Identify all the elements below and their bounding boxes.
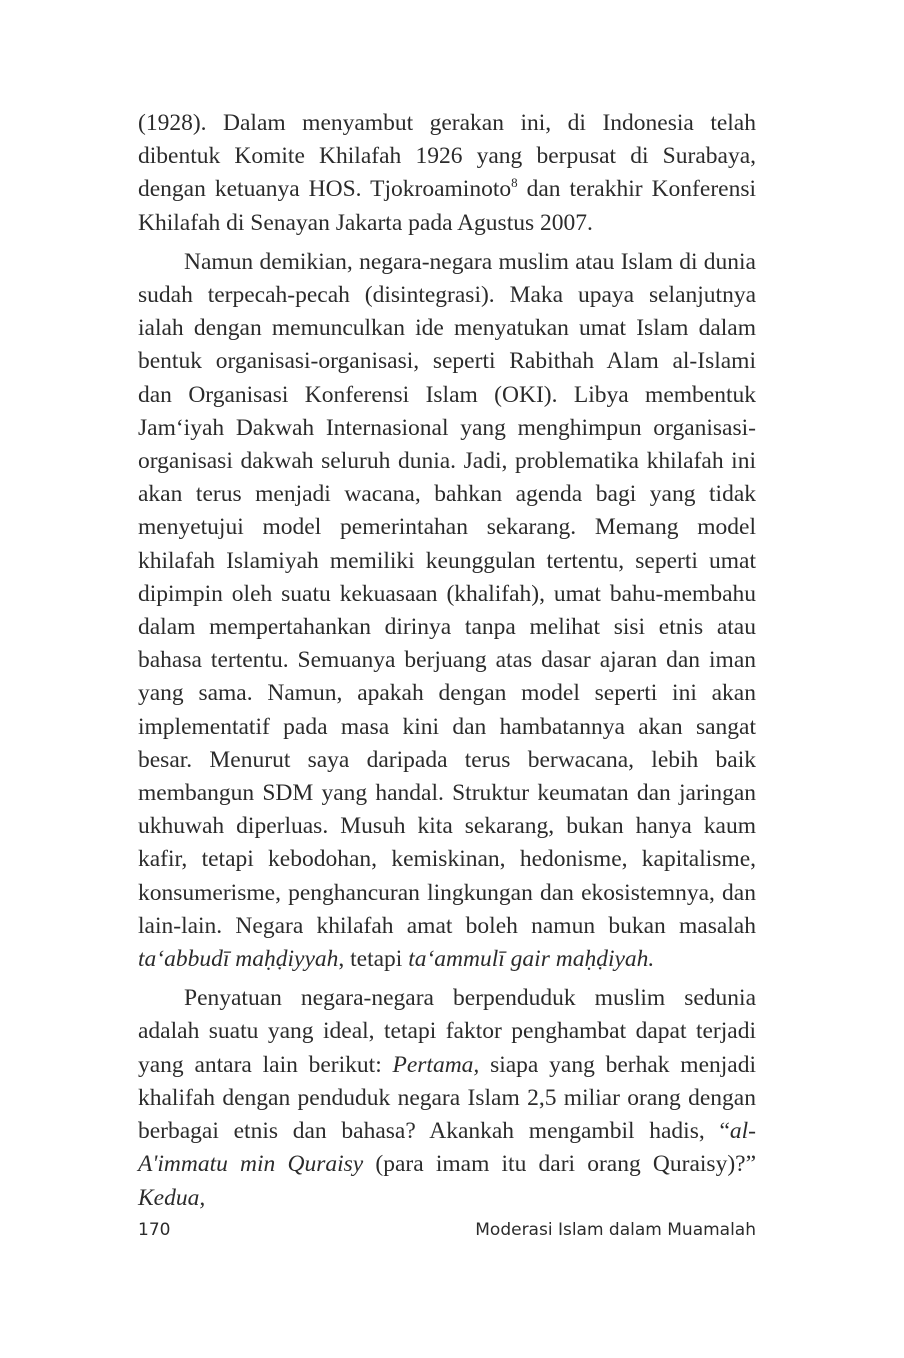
footnote-marker: 8 bbox=[511, 175, 518, 191]
italic-term: al-A'immatu min Quraisy bbox=[138, 1118, 756, 1178]
italic-term: Pertama, bbox=[392, 1051, 480, 1078]
body-text bbox=[138, 107, 756, 1215]
paragraph-1 bbox=[138, 107, 756, 240]
page-number: 170 bbox=[138, 1220, 171, 1240]
italic-term: ta‘abbudī maḥḍiyyah bbox=[138, 946, 339, 973]
text-run: Penyatuan negara-negara berpenduduk muslim sedunia adalah suatu yang ideal, tetapi faktor penghambat dapat terjadi yang antara lain berikut: bbox=[138, 985, 756, 1078]
text-run: Namun demikian, negara-negara muslim atau Islam di dunia sudah terpecah-pecah (disintegrasi). Maka upaya selanjutnya ialah dengan memunculkan ide menyatukan umat Islam dalam bentuk organisasi-organisasi, seperti Rabithah Alam al-Islami dan Organisasi Konferensi Islam (OKI). Libya membentuk Jam‘iyah Dakwah Internasional yang menghimpun organisasi-organisasi dakwah seluruh dunia. Jadi, problematika khilafah ini akan terus menjadi wacana, bahkan agenda bagi yang tidak menyetujui model pemerintahan sekarang. Memang model khilafah Islamiyah memiliki keunggulan tertentu, seperti umat dipimpin oleh suatu kekuasaan (khalifah), umat bahu-membahu dalam mempertahankan dirinya tanpa melihat sisi etnis atau bahasa tertentu. Semuanya berjuang atas dasar ajaran dan iman yang sama. Namun, apakah dengan model seperti ini akan implementatif pada masa kini dan hambatannya akan sangat besar. Menurut saya daripada terus berwacana, lebih baik membangun SDM yang handal. Struktur keumatan dan jaringan ukhuwah diperluas. Musuh kita sekarang, bukan hanya kaum kafir, tetapi kebodohan, kemiskinan, hedonisme, kapitalisme, konsumerisme, penghancuran lingkungan dan ekosistemnya, dan lain-lain. Negara khilafah amat boleh namun bukan masalah bbox=[138, 248, 756, 939]
text-run: (para imam itu dari orang Quraisy)?” bbox=[363, 1151, 757, 1178]
italic-term: Kedua, bbox=[138, 1184, 206, 1211]
text-run: , tetapi bbox=[338, 946, 409, 973]
running-title: Moderasi Islam dalam Muamalah bbox=[475, 1220, 756, 1240]
text-run: siapa yang berhak menjadi khalifah dengan penduduk negara Islam 2,5 miliar orang dengan berbagai etnis dan bahasa? Akankah mengambil hadis, “ bbox=[138, 1051, 756, 1145]
text-run: (1928). Dalam menyambut gerakan ini, di Indonesia telah dibentuk Komite Khilafah 1926 yang berpusat di Surabaya, dengan ketuanya HOS. Tjokroaminoto bbox=[138, 110, 756, 203]
paragraph-3 bbox=[138, 982, 756, 1214]
italic-term: ta‘ammulī gair maḥḍiyah. bbox=[408, 946, 655, 973]
text-run: dan terakhir Konferensi Khilafah di Senayan Jakarta pada Agustus 2007. bbox=[138, 176, 756, 236]
paragraph-2 bbox=[138, 246, 756, 976]
page-footer bbox=[138, 1220, 756, 1248]
